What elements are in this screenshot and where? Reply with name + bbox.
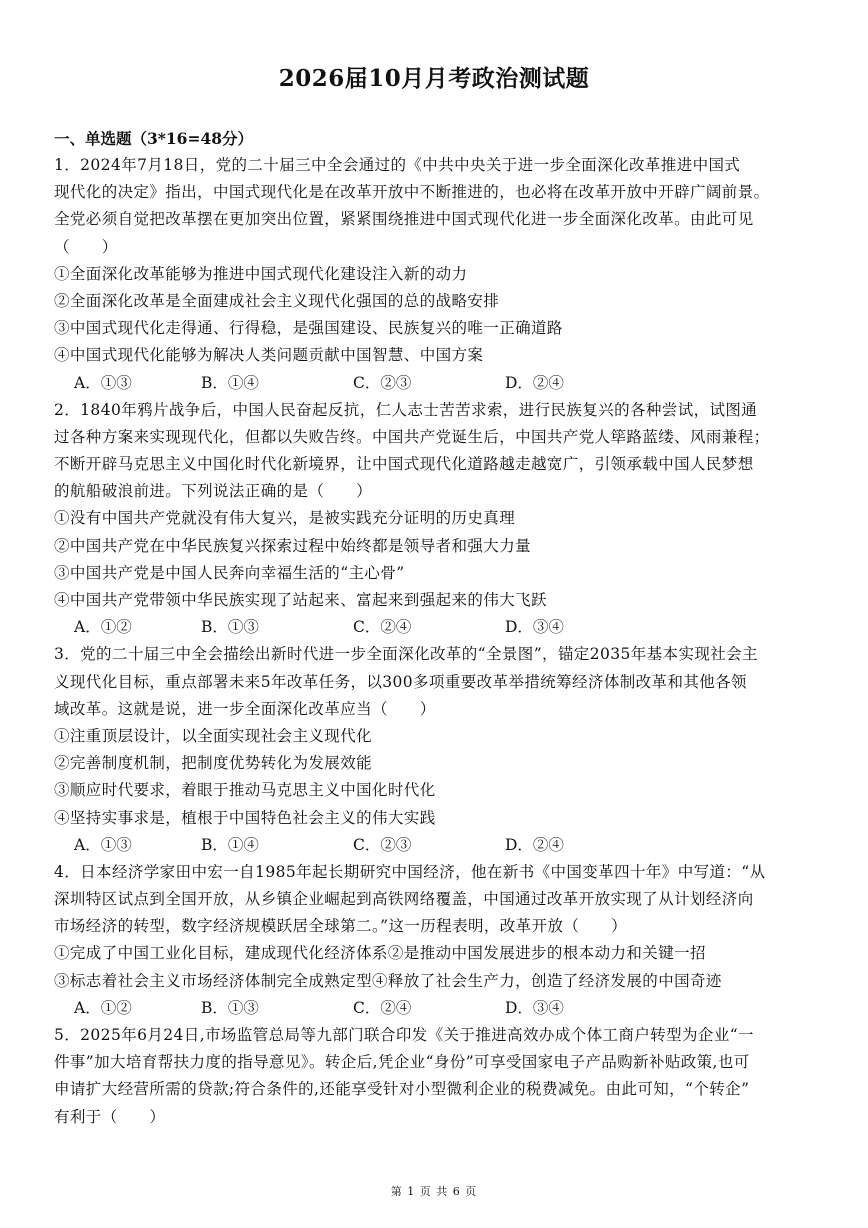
- question-stem-line: 全党必须自觉把改革摆在更加突出位置，紧紧围绕推进中国式现代化进一步全面深化改革。由此可见: [54, 210, 754, 229]
- answer-options: [54, 370, 824, 397]
- question-stem-line: 4．日本经济学家田中宏一自1985年起长期研究中国经济，他在新书《中国变革四十年》中写道：“从: [54, 862, 766, 881]
- question-4: [54, 859, 824, 1022]
- statement-item: ①注重顶层设计，以全面实现社会主义现代化: [54, 726, 373, 745]
- option-b: B．①③: [201, 618, 259, 637]
- question-stem-line: 5．2025年6月24日,市场监管总局等九部门联合印发《关于推进高效办成个体工商户转型为企业“一: [54, 1026, 754, 1044]
- page-footer: 第 1 页 共 6 页: [390, 1185, 478, 1198]
- page-title: 2026届10月月考政治测试题: [278, 65, 590, 92]
- option-a: A．①③: [74, 835, 132, 854]
- option-c: C．②④: [353, 618, 412, 637]
- answer-options: [54, 832, 824, 859]
- answer-options: [54, 995, 824, 1022]
- question-stem-line: （ ）: [54, 237, 118, 256]
- statement-item: ④坚持实事求是，植根于中国特色社会主义的伟大实践: [54, 808, 436, 827]
- option-b: B．①④: [201, 835, 259, 854]
- statement-item: ①没有中国共产党就没有伟大复兴，是被实践充分证明的历史真理: [54, 509, 516, 528]
- question-1: [54, 152, 824, 397]
- statement-item: ①全面深化改革能够为推进中国式现代化建设注入新的动力: [54, 264, 468, 283]
- question-stem-line: 2．1840年鸦片战争后，中国人民奋起反抗，仁人志士苦苦求索，进行民族复兴的各种尝试，试图通: [54, 400, 758, 419]
- exam-content: [54, 126, 824, 1131]
- question-stem-line: 有利于（ ）: [54, 1107, 166, 1126]
- option-d: D．③④: [505, 618, 564, 637]
- statement-item: ②完善制度机制，把制度优势转化为发展效能: [54, 754, 373, 773]
- option-a: A．①③: [74, 373, 132, 392]
- section-heading: 一、单选题（3*16=48分）: [54, 129, 254, 148]
- question-2: [54, 397, 824, 642]
- question-stem-line: 不断开辟马克思主义中国化时代化新境界，让中国式现代化道路越走越宽广，引领承载中国人民梦想: [54, 455, 754, 474]
- question-stem-line: 过各种方案来实现现代化，但都以失败告终。中国共产党诞生后，中国共产党人筚路蓝缕、风雨兼程；: [54, 427, 770, 446]
- question-stem-line: 申请扩大经营所需的贷款;符合条件的,还能享受针对小型微利企业的税费减免。由此可知，“个转企”: [54, 1080, 750, 1099]
- question-stem-line: 域改革。这就是说，进一步全面深化改革应当（ ）: [54, 699, 436, 718]
- question-stem-line: 市场经济的转型，数字经济规模跃居全球第二。”这一历程表明，改革开放（ ）: [54, 917, 627, 936]
- question-stem-line: 义现代化目标，重点部署未来5年改革任务，以300多项重要改革举措统筹经济体制改革和其他各领: [54, 672, 747, 691]
- statement-item: ②全面深化改革是全面建成社会主义现代化强国的总的战略安排: [54, 291, 500, 310]
- option-d: D．③④: [505, 998, 564, 1017]
- option-c: C．②④: [353, 998, 412, 1017]
- statement-item: ④中国式现代化能够为解决人类问题贡献中国智慧、中国方案: [54, 346, 484, 365]
- option-a: A．①②: [74, 618, 132, 637]
- option-b: B．①④: [201, 373, 259, 392]
- statement-item: ①完成了中国工业化目标，建成现代化经济体系②是推动中国发展进步的根本动力和关键一招: [54, 944, 706, 963]
- option-c: C．②③: [353, 835, 412, 854]
- question-stem-line: 1．2024年7月18日，党的二十届三中全会通过的《中共中央关于进一步全面深化改革推进中国式: [54, 156, 741, 174]
- statement-item: ②中国共产党在中华民族复兴探索过程中始终都是领导者和强大力量: [54, 536, 532, 555]
- statement-item: ③中国共产党是中国人民奔向幸福生活的“主心骨”: [54, 563, 405, 582]
- question-stem-line: 的航船破浪前进。下列说法正确的是（ ）: [54, 482, 373, 501]
- statement-item: ③中国式现代化走得通、行得稳，是强国建设、民族复兴的唯一正确道路: [54, 319, 563, 338]
- question-stem-line: 现代化的决定》指出，中国式现代化是在改革开放中不断推进的，也必将在改革开放中开辟广阔前景。: [54, 183, 770, 202]
- question-5: [54, 1022, 824, 1131]
- statement-item: ③标志着社会主义市场经济体制完全成熟定型④释放了社会生产力，创造了经济发展的中国奇迹: [54, 971, 722, 990]
- option-d: D．②④: [505, 835, 564, 854]
- question-stem-line: 3．党的二十届三中全会描绘出新时代进一步全面深化改革的“全景图”，锚定2035年基本实现社会主: [54, 645, 758, 664]
- option-b: B．①③: [201, 998, 259, 1017]
- question-stem-line: 件事”加大培育帮扶力度的指导意见》。转企后,凭企业“身份”可享受国家电子产品购新补贴政策,也可: [54, 1053, 750, 1072]
- statement-item: ④中国共产党带领中华民族实现了站起来、富起来到强起来的伟大飞跃: [54, 591, 547, 609]
- statement-item: ③顺应时代要求，着眼于推动马克思主义中国化时代化: [54, 781, 436, 800]
- question-3: [54, 641, 824, 859]
- question-stem-line: 深圳特区试点到全国开放，从乡镇企业崛起到高铁网络覆盖，中国通过改革开放实现了从计划经济向: [54, 890, 754, 909]
- answer-options: [54, 614, 824, 641]
- option-a: A．①②: [74, 998, 132, 1017]
- option-c: C．②③: [353, 373, 412, 392]
- option-d: D．②④: [505, 373, 564, 392]
